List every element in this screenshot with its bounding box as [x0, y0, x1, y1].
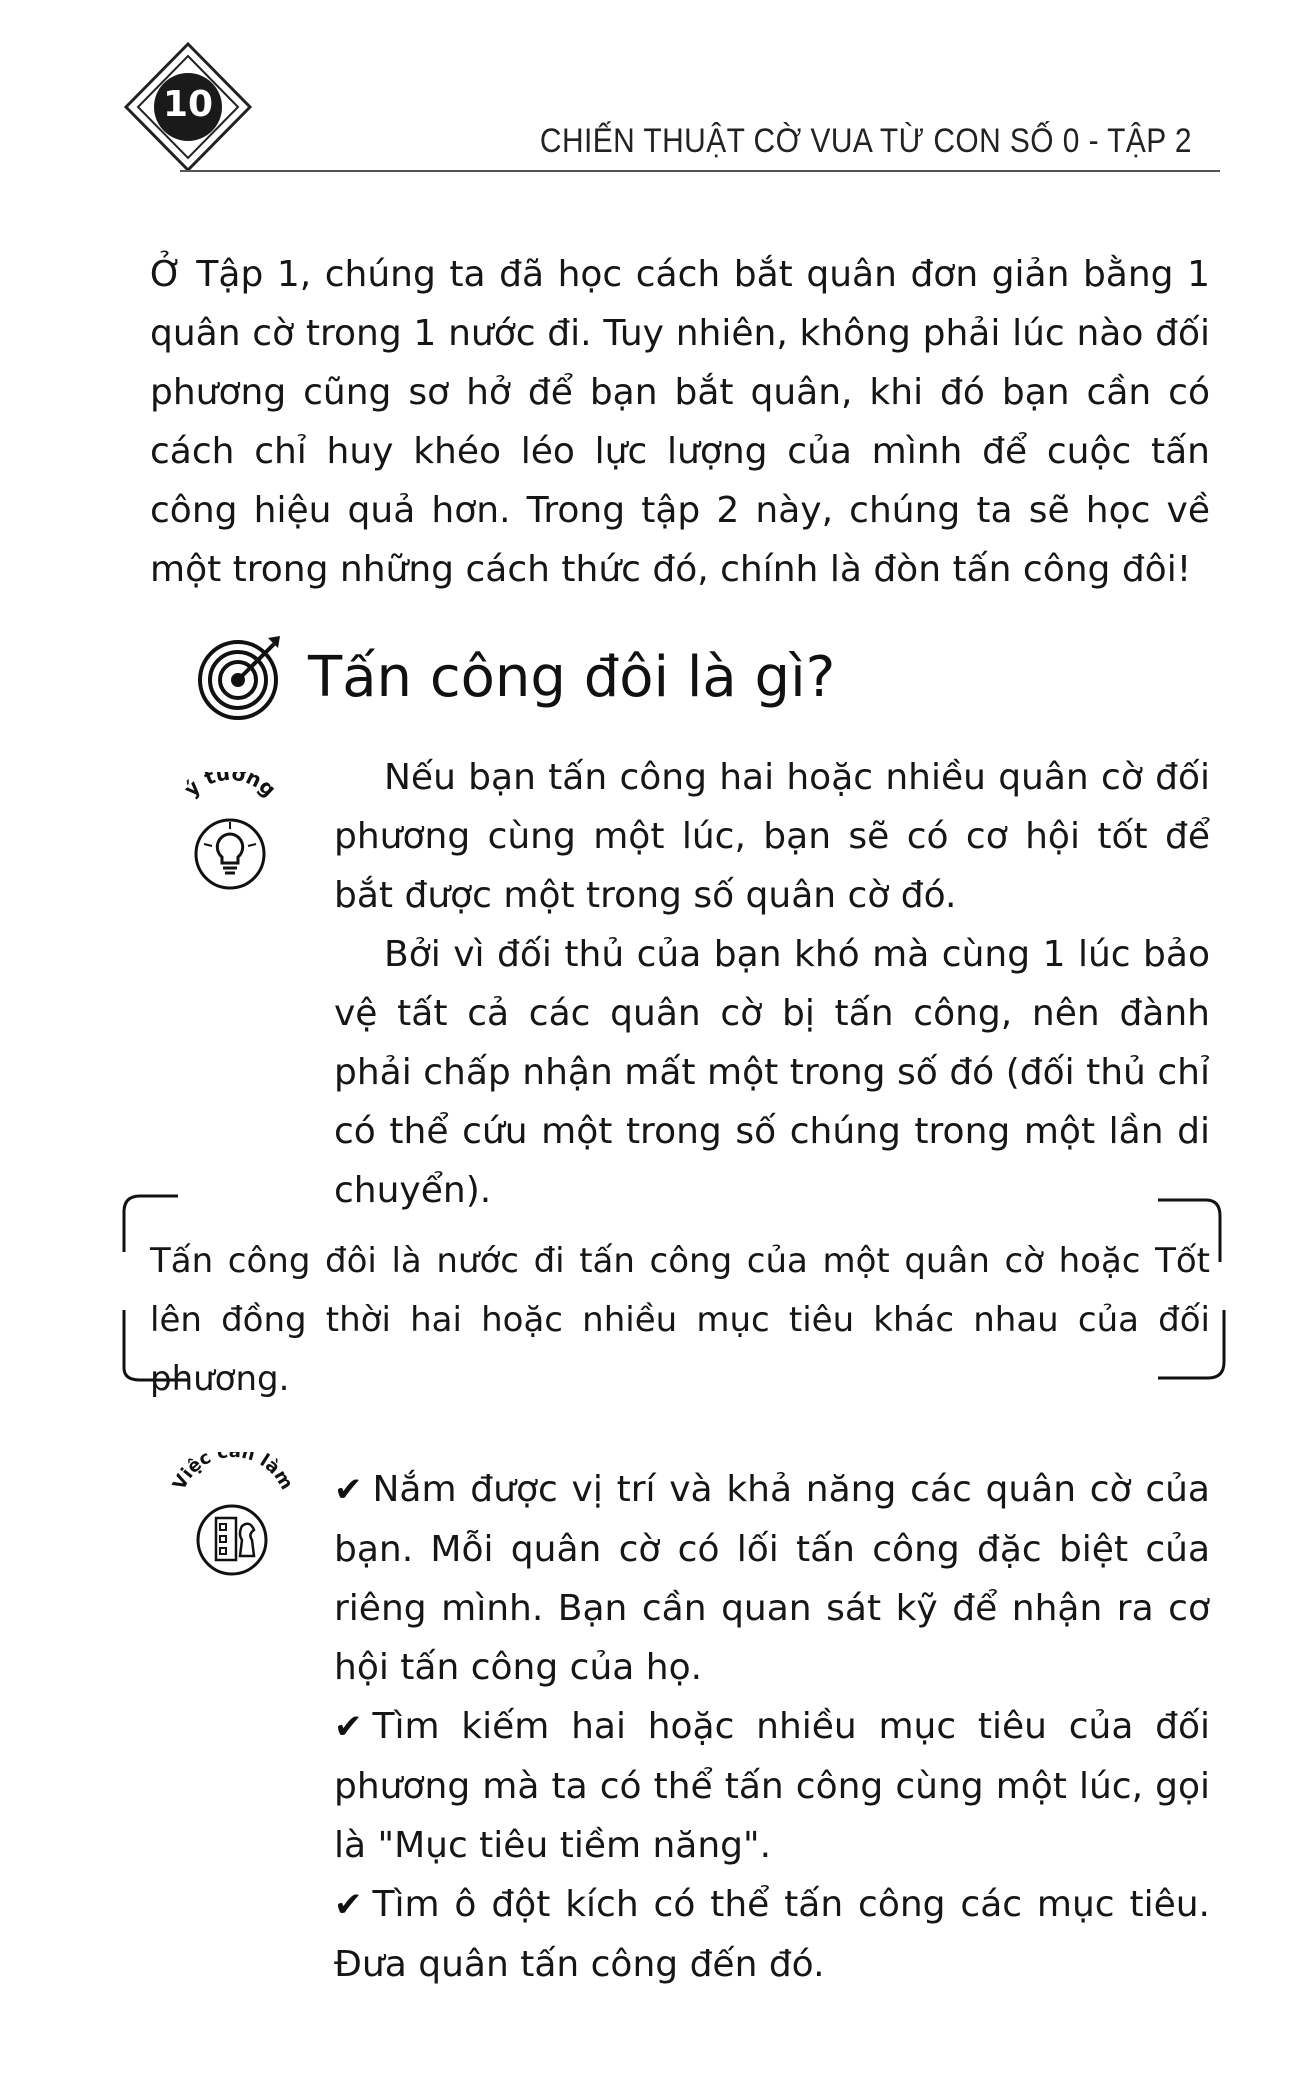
definition-box	[118, 1190, 1230, 1399]
header-divider	[180, 170, 1220, 172]
page-number: 10	[162, 84, 214, 125]
check-icon: ✔	[334, 1470, 363, 1510]
check-icon: ✔	[334, 1885, 363, 1925]
lightbulb-icon	[168, 772, 292, 896]
idea-paragraph-1: Nếu bạn tấn công hai hoặc nhiều quân cờ đối phương cùng một lúc, bạn sẽ có cơ hội tốt để bắt được một trong số quân cờ đó.	[334, 757, 1210, 916]
todo-label: Việc c n làm	[168, 1452, 298, 1494]
target-icon	[196, 632, 286, 722]
section-title: Tấn công đôi là gì?	[308, 644, 836, 710]
definition-text: Tấn công đôi là nước đi tấn công của một quân cờ hoặc Tốt lên đồng thời hai hoặc nhiều mục tiêu khác nhau của đối phương.	[150, 1241, 1210, 1399]
todo-item-1: Nắm được vị trí và khả năng các quân cờ của bạn. Mỗi quân cờ có lối tấn công đặc biệt của riêng mình. Bạn cần quan sát kỹ để nhận ra cơ hội tấn công của họ.	[334, 1469, 1210, 1688]
intro-paragraph: Ở Tập 1, chúng ta đã học cách bắt quân đơn giản bằng 1 quân cờ trong 1 nước đi. Tuy nhiên, không phải lúc nào đối phương cũng sơ hở để bạn bắt quân, khi đó bạn cần có cách chỉ huy khéo léo lực lượng của mình để cuộc tấn công hiệu quả hơn. Trong tập 2 này, chúng ta sẽ học về một trong những cách thức đó, chính là đòn tấn công đôi!	[150, 254, 1210, 590]
checklist-icon	[168, 1452, 298, 1582]
running-title: CHIẾN THUẬT CỜ VUA TỪ CON SỐ 0 - TẬP 2	[539, 122, 1192, 160]
todo-item-3: Tìm ô đột kích có thể tấn công các mục tiêu. Đưa quân tấn công đến đó.	[334, 1884, 1210, 1985]
list-item	[334, 1697, 1210, 1875]
svg-text:Việc cần làm	[169, 1452, 297, 1493]
idea-text	[334, 748, 1210, 1220]
idea-paragraph-2: Bởi vì đối thủ của bạn khó mà cùng 1 lúc bảo vệ tất cả các quân cờ bị tấn công, nên đành phải chấp nhận mất một trong số đó (đối thủ chỉ có thể cứu một trong số chúng trong một lần di chuyển).	[334, 934, 1210, 1211]
todo-list	[334, 1460, 1210, 1994]
check-icon: ✔	[334, 1707, 363, 1747]
list-item	[334, 1875, 1210, 1994]
section-heading	[196, 632, 835, 722]
idea-badge	[168, 772, 292, 896]
list-item	[334, 1460, 1210, 1697]
svg-text:ý tưởng	[179, 772, 281, 801]
todo-item-2: Tìm kiếm hai hoặc nhiều mục tiêu của đối phương mà ta có thể tấn công cùng một lúc, gọi là "Mục tiêu tiềm năng".	[334, 1706, 1210, 1866]
idea-label: ý tưởng	[178, 772, 281, 802]
todo-badge	[168, 1452, 298, 1582]
